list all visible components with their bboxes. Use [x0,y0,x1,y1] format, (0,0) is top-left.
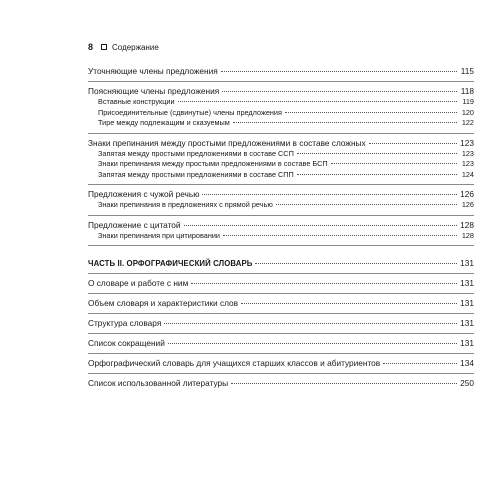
dot-leader [241,303,457,304]
toc-entry-page: 131 [460,338,474,348]
toc-entry [88,318,474,329]
toc-entry-page: 120 [461,107,474,117]
toc-part-entry [88,258,474,269]
header-title: Содержание [112,42,159,52]
toc-entry-page: 134 [460,358,474,368]
toc-entry [88,278,474,289]
dot-leader [297,174,457,175]
toc-entry [88,378,474,389]
toc-entry [88,298,474,309]
toc-entry-page: 131 [460,318,474,328]
square-bullet-icon [101,44,107,50]
toc-entry-label: Предложение с цитатой [88,219,181,230]
toc-group [88,185,474,216]
toc-entry-page: 126 [461,200,474,209]
toc-entry-label: Запятая между простыми предложениями в составе СПП [98,169,294,179]
toc-entry [88,220,474,231]
toc-subentry [88,118,474,129]
toc-entry-page: 119 [462,97,474,106]
toc-entry-label: Поясняющие члены предложения [88,86,220,96]
toc-group [88,216,474,247]
toc-group [88,246,474,274]
toc-entry-page: 128 [461,230,474,240]
dot-leader [178,101,457,102]
toc-entry-page: 126 [460,189,474,199]
toc-subentry [88,149,474,160]
toc-group [88,334,474,354]
toc-entry-label: Знаки препинания между простыми предложениями в составе сложных [88,137,366,148]
dot-leader [297,153,457,154]
toc-entry-page: 131 [460,298,474,308]
toc-entry-label: Предложения с чужой речью [88,189,200,199]
page-number: 8 [88,42,94,52]
toc-entry [88,189,474,200]
toc-entry-page: 123 [460,137,474,148]
dot-leader [221,71,457,72]
toc-entry-page: 123 [461,159,474,168]
dot-leader [168,343,457,344]
dot-leader [191,283,457,284]
toc-entry-label: Объем словаря и характеристики слов [88,298,239,308]
dot-leader [223,235,457,236]
toc-entry-page: 122 [461,118,474,127]
toc-entry-page: 124 [461,169,474,179]
toc-entry-page: 118 [460,86,474,96]
dot-leader [255,263,457,264]
toc-entry [88,138,474,149]
toc-entry [88,338,474,349]
toc-entry-page: 131 [460,258,474,268]
dot-leader [233,122,457,123]
toc-group [88,294,474,314]
dot-leader [184,225,457,226]
dot-leader [231,383,457,384]
toc-entry-label: Уточняющие члены предложения [88,66,218,76]
toc-entry [88,358,474,369]
toc-subentry [88,159,474,170]
toc-entry-page: 115 [460,66,474,76]
toc-entry-label: Знаки препинания в предложениях с прямой речью [98,200,273,209]
dot-leader [202,194,457,195]
toc-entry-label: Знаки препинания при цитировании [98,230,220,240]
toc-entry-label: Тире между подлежащим и сказуемым [98,118,230,127]
toc-entry-label: Запятая между простыми предложениями в составе ССП [98,148,294,158]
toc-entry-label: Орфографический словарь для учащихся старших классов и абитуриентов [88,358,381,368]
dot-leader [383,363,457,364]
toc-entry-label: Список использованной литературы [88,378,229,388]
toc-entry-label: О словаре и работе с ним [88,278,189,288]
toc-entry-page: 128 [460,219,474,230]
dot-leader [222,91,457,92]
dot-leader [276,204,457,205]
toc-subentry [88,170,474,181]
toc-part-label: ЧАСТЬ II. ОРФОГРАФИЧЕСКИЙ СЛОВАРЬ [88,259,253,268]
toc-entry-label: Присоединительные (сдвинутые) члены предложения [98,107,282,117]
toc-group [88,82,474,134]
toc-group [88,314,474,334]
toc-group [88,66,474,82]
dot-leader [369,143,457,144]
toc-group [88,354,474,374]
toc-subentry [88,108,474,119]
toc-subentry [88,200,474,211]
page-header [88,41,159,53]
toc-entry [88,66,474,77]
toc-entry-label: Вставные конструкции [98,97,175,106]
book-page [70,0,474,500]
toc-entry-label: Знаки препинания между простыми предложениями в составе БСП [98,159,328,168]
toc-entry-page: 123 [461,148,474,158]
toc-subentry [88,231,474,242]
toc-entry-label: Список сокращений [88,338,165,348]
toc-entry-page: 131 [460,278,474,288]
toc-entry-page: 250 [460,378,474,388]
dot-leader [331,163,457,164]
dot-leader [285,112,457,113]
toc-group [88,134,474,186]
toc-group [88,274,474,294]
table-of-contents [88,66,474,393]
toc-entry-label: Структура словаря [88,318,162,328]
toc-entry [88,86,474,97]
dot-leader [164,323,457,324]
toc-subentry [88,97,474,108]
toc-group [88,374,474,393]
